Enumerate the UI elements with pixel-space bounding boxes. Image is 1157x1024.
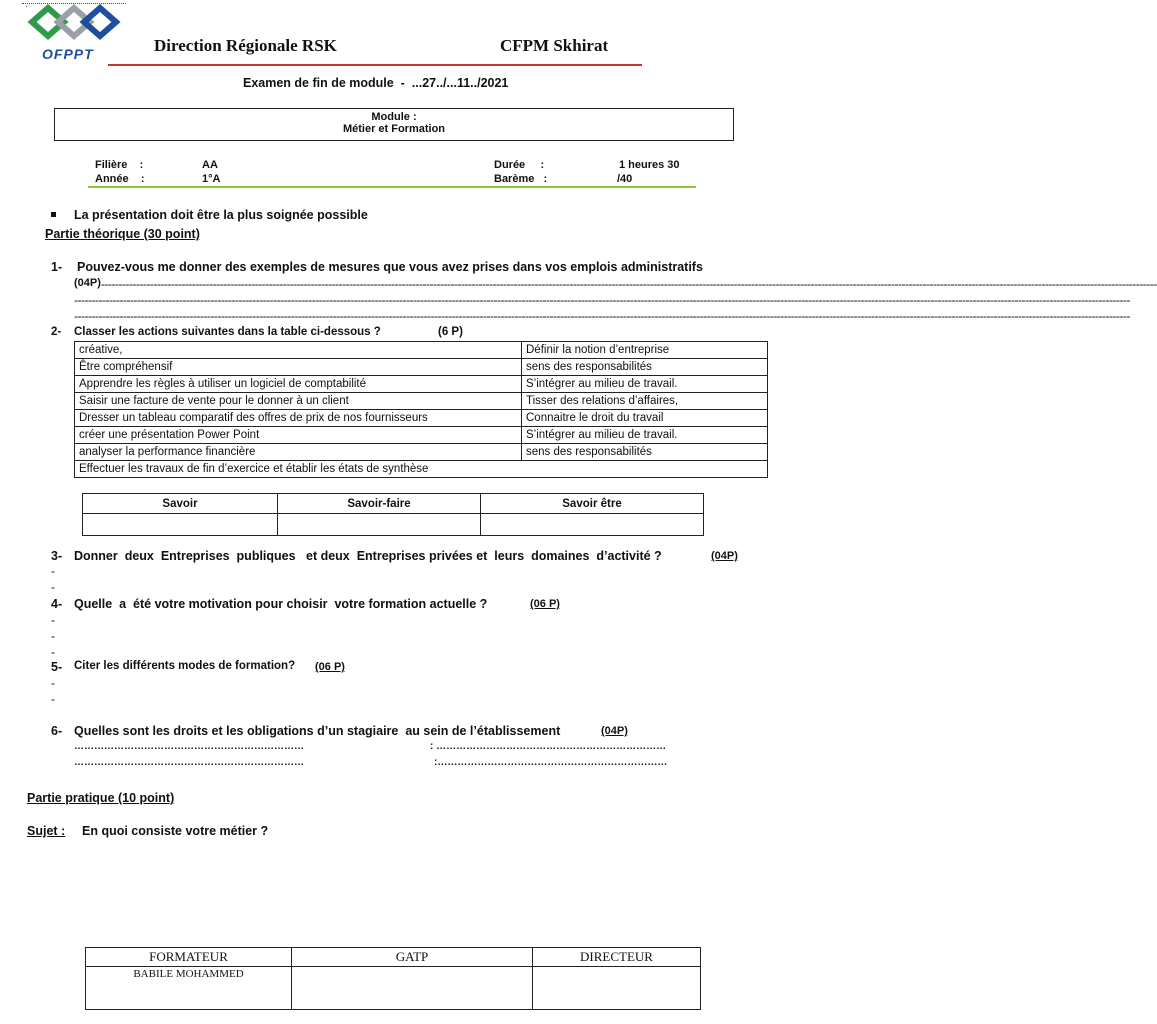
action-cell: Effectuer les travaux de fin d’exercice et établir les états de synthèse xyxy=(75,461,768,478)
directeur-header: DIRECTEUR xyxy=(533,948,701,967)
savoir-header: Savoir xyxy=(83,494,278,514)
header-red-line xyxy=(108,64,642,66)
q3-dash-2: - xyxy=(51,580,55,594)
q3-points: (04P) xyxy=(711,550,738,562)
q4-points: (06 P) xyxy=(530,598,560,610)
module-name: Métier et Formation xyxy=(342,123,446,135)
savoir-etre-answer-cell[interactable] xyxy=(481,514,704,536)
savoir-faire-header: Savoir-faire xyxy=(278,494,481,514)
sujet-text: En quoi consiste votre métier ? xyxy=(82,824,269,838)
ofppt-logo xyxy=(22,2,132,64)
q4-number: 4- xyxy=(51,597,63,611)
q4-dash-1: - xyxy=(51,613,55,627)
skills-header-row xyxy=(83,494,704,514)
q1-text: Pouvez-vous me donner des exemples de mesures que vous avez prises dans vos emplois administratifs xyxy=(77,260,703,274)
logo-text: OFPPT xyxy=(42,46,94,62)
q6-text: Quelles sont les droits et les obligations d’un stagiaire au sein de l’établissement xyxy=(74,724,561,738)
q3-text: Donner deux Entreprises publiques et deux Entreprises privées et leurs domaines d’activité ? xyxy=(74,549,662,563)
skills-answer-row xyxy=(83,514,704,536)
annee-label: Année : xyxy=(95,173,145,185)
directeur-signature-cell xyxy=(533,967,701,1010)
action-cell: sens des responsabilités xyxy=(522,359,768,376)
q2-points: (6 P) xyxy=(438,326,463,338)
action-cell: Connaitre le droit du travail xyxy=(522,410,768,427)
table-row xyxy=(75,342,768,359)
table-row xyxy=(75,410,768,427)
q5-dash-1: - xyxy=(51,676,55,690)
annee-value: 1°A xyxy=(202,173,221,185)
exam-date-label: Examen de fin de module - ...27../...11../2021 xyxy=(243,76,509,90)
q2-number: 2- xyxy=(51,326,62,338)
signature-header-row xyxy=(86,948,701,967)
q4-dash-2: - xyxy=(51,629,55,643)
actions-table xyxy=(74,341,768,478)
partie-pratique-title: Partie pratique (10 point) xyxy=(27,791,175,805)
q2-text: Classer les actions suivantes dans la table ci-dessous ? xyxy=(74,326,381,338)
q1-number: 1- xyxy=(51,260,63,274)
q1-dashes-2: -------------------------------------------------------------------------------------------------------------------------------------------------------------------------------------------------------------------------------------------------------------------------------------------------------------- xyxy=(74,293,1130,307)
action-cell: Apprendre les règles à utiliser un logiciel de comptabilité xyxy=(75,376,522,393)
q5-points: (06 P) xyxy=(315,661,345,673)
skills-table xyxy=(82,493,704,536)
action-cell: Tisser des relations d’affaires, xyxy=(522,393,768,410)
filiere-value: AA xyxy=(202,159,218,171)
q1-dashes-1: -------------------------------------------------------------------------------------------------------------------------------------------------------------------------------------------------------------------------------------------------------------------------------------------------------------- xyxy=(100,277,1157,291)
module-label: Module : xyxy=(371,111,417,123)
signature-row xyxy=(86,967,701,1010)
q4-dash-3: - xyxy=(51,645,55,659)
action-cell: Saisir une facture de vente pour le donner à un client xyxy=(75,393,522,410)
savoir-faire-answer-cell[interactable] xyxy=(278,514,481,536)
gatp-signature-cell xyxy=(292,967,533,1010)
table-row xyxy=(75,427,768,444)
savoir-etre-header: Savoir être xyxy=(481,494,704,514)
action-cell: S’intégrer au milieu de travail. xyxy=(522,427,768,444)
action-cell: Dresser un tableau comparatif des offres de prix de nos fournisseurs xyxy=(75,410,522,427)
logo-dotted-line xyxy=(22,3,126,4)
q4-text: Quelle a été votre motivation pour choisir votre formation actuelle ? xyxy=(74,597,488,611)
action-cell: créer une présentation Power Point xyxy=(75,427,522,444)
module-box xyxy=(54,108,734,141)
formateur-name: BABILE MOHAMMED xyxy=(86,967,292,1010)
q6-points: (04P) xyxy=(601,725,628,737)
bullet-icon xyxy=(51,212,56,217)
action-cell: Définir la notion d’entreprise xyxy=(522,342,768,359)
q6-dots-left-2: …………………………………………………………… xyxy=(74,757,304,768)
table-row xyxy=(75,376,768,393)
info-green-line xyxy=(88,186,696,188)
savoir-answer-cell[interactable] xyxy=(83,514,278,536)
q1-dashes-3: -------------------------------------------------------------------------------------------------------------------------------------------------------------------------------------------------------------------------------------------------------------------------------------------------------------- xyxy=(74,309,1130,323)
action-cell: analyser la performance financière xyxy=(75,444,522,461)
table-row xyxy=(75,461,768,478)
bareme-label: Barème : xyxy=(494,173,548,185)
q6-dots-right-1: : …………………………………………………………… xyxy=(430,741,667,752)
q5-text: Citer les différents modes de formation? xyxy=(74,660,296,672)
duree-value: 1 heures 30 xyxy=(619,159,680,171)
action-cell: sens des responsabilités xyxy=(522,444,768,461)
gatp-header: GATP xyxy=(292,948,533,967)
direction-title: Direction Régionale RSK xyxy=(154,36,337,55)
q3-dash-1: - xyxy=(51,564,55,578)
signature-table xyxy=(85,947,701,1010)
table-row xyxy=(75,393,768,410)
bareme-value: /40 xyxy=(617,173,633,185)
table-row xyxy=(75,444,768,461)
action-cell: créative, xyxy=(75,342,522,359)
q6-dots-right-2: :…………………………………………………………… xyxy=(434,757,668,768)
q3-number: 3- xyxy=(51,549,63,563)
sujet-label: Sujet : xyxy=(27,824,66,838)
q6-dots-left-1: …………………………………………………………… xyxy=(74,741,304,752)
partie-theorique-title: Partie théorique (30 point) xyxy=(45,227,200,241)
presentation-note: La présentation doit être la plus soignée possible xyxy=(74,208,368,222)
formateur-header: FORMATEUR xyxy=(86,948,292,967)
action-cell: Être compréhensif xyxy=(75,359,522,376)
filiere-label: Filière : xyxy=(95,159,144,171)
q1-answer-line-1 xyxy=(74,277,1157,291)
duree-label: Durée : xyxy=(494,159,545,171)
center-title: CFPM Skhirat xyxy=(500,36,609,55)
table-row xyxy=(75,359,768,376)
q5-number: 5- xyxy=(51,660,63,674)
action-cell: S’intégrer au milieu de travail. xyxy=(522,376,768,393)
ofppt-logo-icon xyxy=(22,2,132,48)
q6-number: 6- xyxy=(51,724,63,738)
q5-dash-2: - xyxy=(51,692,55,706)
q1-points: (04P) xyxy=(74,277,101,289)
